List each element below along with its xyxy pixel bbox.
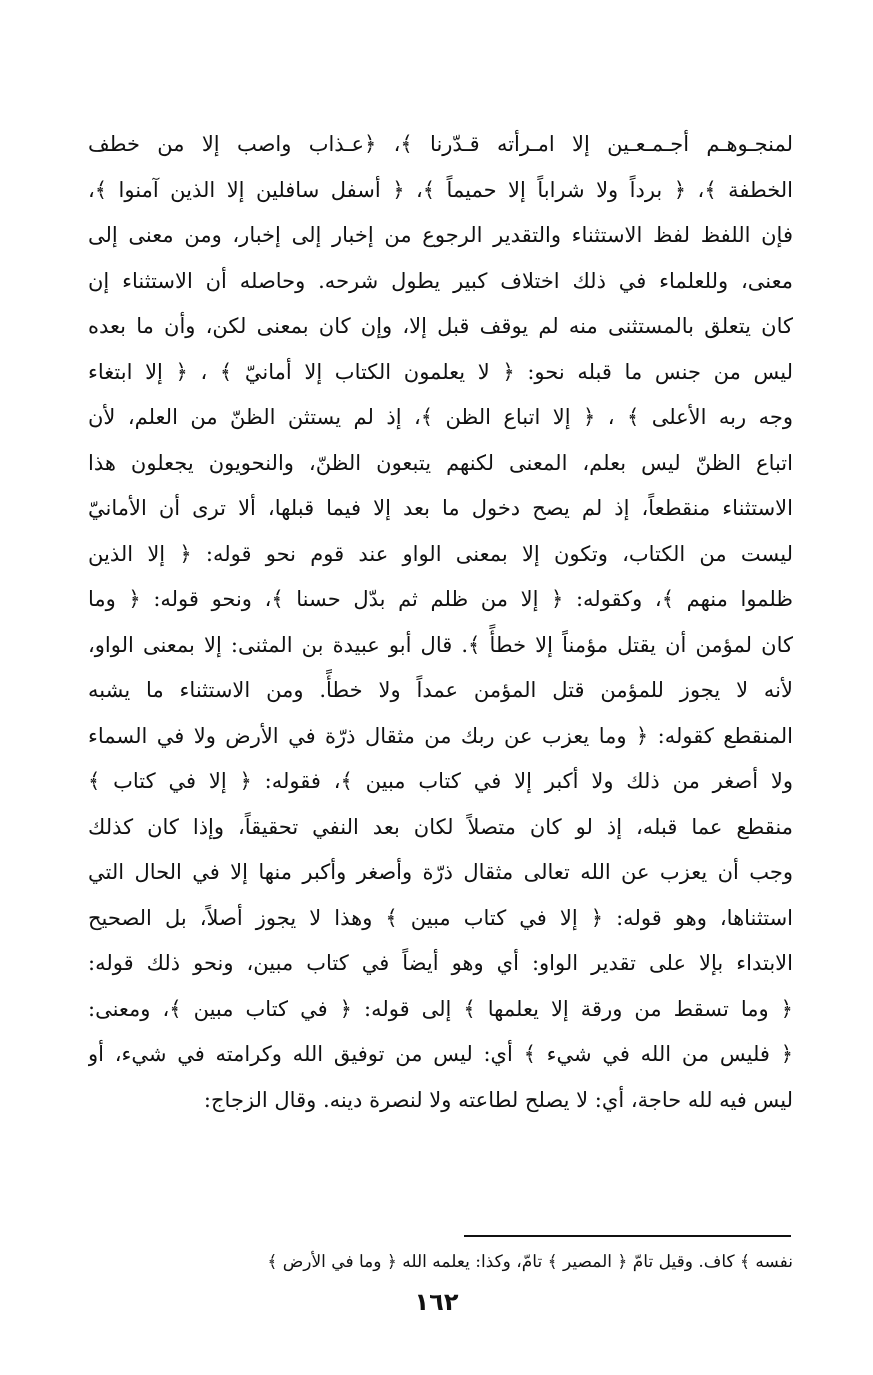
footnote-separator bbox=[464, 1235, 791, 1237]
text-line: كان لمؤمن أن يقتل مؤمناً إلا خطأً ﴾. قال أبو عبيدة بن المثنى: إلا بمعنى الواو، bbox=[88, 632, 793, 657]
text-line: ليست من الكتاب، وتكون إلا بمعنى الواو عند قوم نحو قوله: ﴿ إلا الذين bbox=[88, 541, 793, 566]
text-line: لمنجـوهـم أجـمـعـين إلا امـرأته قـدّرنا ﴾، ﴿عـذاب واصب إلا من خطف bbox=[88, 132, 793, 156]
text-line: معنى، وللعلماء في ذلك اختلاف كبير يطول شرحه. وحاصله أن الاستثناء إن bbox=[88, 268, 793, 293]
text-line: ﴿ وما تسقط من ورقة إلا يعلمها ﴾ إلى قوله: ﴿ في كتاب مبين ﴾، ومعنى: bbox=[88, 996, 793, 1021]
text-line: ليس فيه لله حاجة، أي: لا يصلح لطاعته ولا لنصرة دينه. وقال الزجاج: bbox=[203, 1087, 793, 1112]
text-line: الاستثناء منقطعاً، إذ لم يصح دخول ما بعد إلا فيما قبلها، ألا ترى أن الأمانيّ bbox=[88, 496, 793, 520]
text-line: ولا أصغر من ذلك ولا أكبر إلا في كتاب مبين ﴾، فقوله: ﴿ إلا في كتاب ﴾ bbox=[88, 769, 793, 793]
main-text-block bbox=[88, 122, 793, 1123]
page-number: ١٦٢ bbox=[414, 1288, 459, 1316]
text-line: اتباع الظنّ ليس بعلم، المعنى لكنهم يتبعون الظنّ، والنحويون يجعلون هذا bbox=[88, 450, 793, 475]
text-line: فإن اللفظ لفظ الاستثناء والتقدير الرجوع من إخبار إلى إخبار، ومن معنى إلى bbox=[88, 223, 793, 247]
text-line: ﴿ فليس من الله في شيء ﴾ أي: ليس من توفيق الله وكرامته في شيء، أو bbox=[88, 1042, 793, 1066]
text-line: الخطفة ﴾، ﴿ برداً ولا شراباً إلا حميماً ﴾، ﴿ أسفل سافلين إلا الذين آمنوا ﴾، bbox=[88, 177, 793, 202]
text-line: كان يتعلق بالمستثنى منه لم يوقف قبل إلا، وإن كان بمعنى لكن، وأن ما بعده bbox=[88, 314, 793, 338]
text-line: منقطع عما قبله، إذ لو كان متصلاً لكان بعد النفي تحقيقاً، وإذا كان كذلك bbox=[88, 814, 793, 839]
text-line: الابتداء بإلا على تقدير الواو: أي وهو أيضاً في كتاب مبين، ونحو ذلك قوله: bbox=[88, 951, 793, 975]
text-line: ظلموا منهم ﴾، وكقوله: ﴿ إلا من ظلم ثم بدّل حسنا ﴾، ونحو قوله: ﴿ وما bbox=[88, 587, 793, 611]
text-line: ليس من جنس ما قبله نحو: ﴿ لا يعلمون الكتاب إلا أمانيّ ﴾ ، ﴿ إلا ابتغاء bbox=[88, 359, 793, 384]
text-line: وجب أن يعزب عن الله تعالى مثقال ذرّة وأصغر وأكبر منها إلا في الحال التي bbox=[88, 860, 793, 884]
text-line: المنقطع كقوله: ﴿ وما يعزب عن ربك من مثقال ذرّة في الأرض ولا في السماء bbox=[88, 723, 793, 748]
footnote: نفسه ﴾ كاف. وقيل تامّ ﴿ المصير ﴾ تامّ، وكذا: يعلمه الله ﴿ وما في الأرض ﴾ bbox=[267, 1252, 793, 1272]
text-line: استثناها، وهو قوله: ﴿ إلا في كتاب مبين ﴾ وهذا لا يجوز أصلاً، بل الصحيح bbox=[88, 905, 793, 930]
text-line: وجه ربه الأعلى ﴾ ، ﴿ إلا اتباع الظن ﴾، إذ لم يستثن الظنّ من العلم، لأن bbox=[88, 405, 793, 429]
text-line: لأنه لا يجوز للمؤمن قتل المؤمن عمداً ولا خطأً. ومن الاستثناء ما يشبه bbox=[88, 678, 793, 702]
